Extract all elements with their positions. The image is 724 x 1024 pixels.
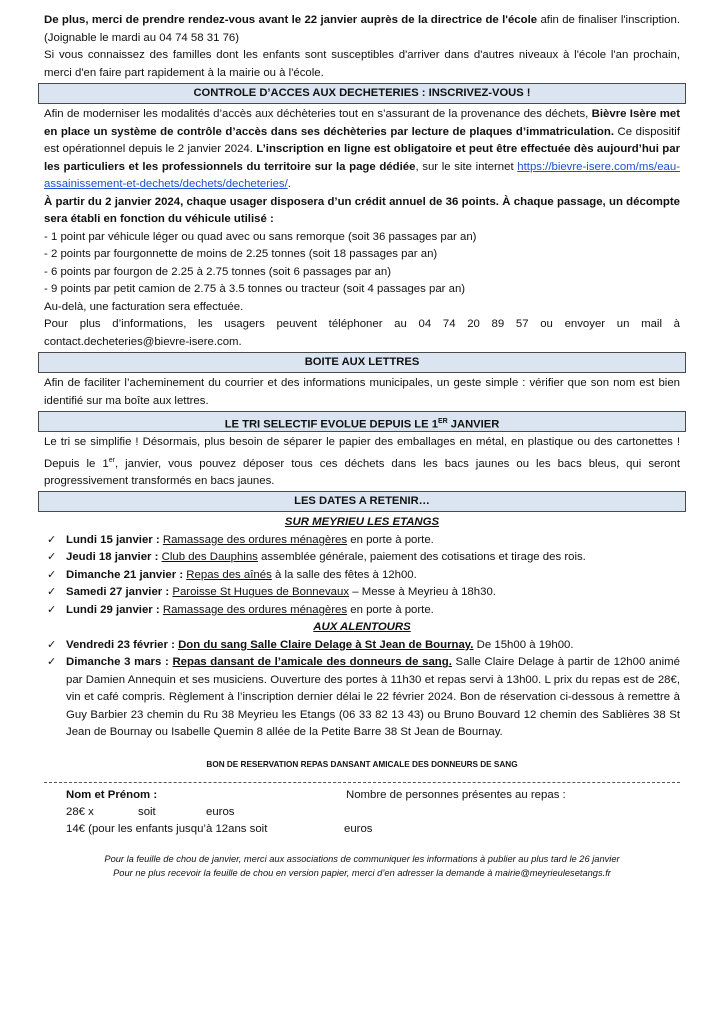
text: Ce dispositif est opérationnel depuis le 2 janvier 2024.	[44, 125, 680, 155]
event-date: Jeudi 18 janvier :	[66, 551, 162, 564]
event-date: Samedi 27 janvier :	[66, 586, 173, 599]
event-title: Ramassage des ordures ménagères	[162, 533, 348, 546]
sup-text: er	[108, 456, 115, 464]
header-text: JANVIER	[447, 418, 500, 431]
text: Le tri se simplifie ! Désormais, plus besoin de séparer le papier des emballages en métal, en plastique ou des cartonettes ! Depuis le 1	[44, 436, 680, 470]
points-item: - 2 points par fourgonnette de moins de 2.25 tonnes (soit 18 passages par an)	[44, 248, 438, 260]
header-text: LE TRI SELECTIF EVOLUE DEPUIS LE 1	[224, 418, 438, 431]
event-item	[44, 654, 680, 742]
decheteries-link[interactable]: https://bievre-isere.com/ms/eau-assainissement-et-dechets/dechets/decheteries/	[44, 160, 680, 190]
event-date: Lundi 15 janvier :	[66, 533, 163, 546]
section-header-tri	[38, 411, 686, 432]
text: , janvier, vous pouvez déposer tous ces déchets dans les bacs jaunes ou les bacs bleus, qui seront progressivement transformés en bacs jaunes.	[44, 457, 680, 487]
header-sup: ER	[437, 418, 448, 425]
form-row-names	[44, 787, 680, 804]
event-details: De 15h00 à 19h00.	[473, 638, 574, 651]
event-title: Ramassage des ordures ménagères	[162, 603, 348, 616]
event-item	[44, 567, 680, 585]
check-icon: ✓	[47, 656, 57, 669]
event-title: Repas dansant de l’amicale des donneurs de sang.	[172, 656, 452, 669]
child-euros-label: euros	[344, 823, 373, 836]
event-date: Dimanche 21 janvier :	[66, 568, 187, 581]
boite-paragraph: Afin de faciliter l’acheminement du courrier et des informations municipales, un geste simple : vérifier que son nom est bien identifié sur ma boîte aux lettres.	[44, 377, 680, 407]
points-item: - 9 points par petit camion de 2.75 à 3.5 tonnes ou tracteur (soit 4 passages par an)	[44, 283, 466, 295]
text: , sur le site internet	[415, 160, 518, 173]
people-label: Nombre de personnes présentes au repas :	[346, 789, 566, 802]
name-label: Nom et Prénom :	[66, 789, 158, 802]
decheteries-paragraph-3: Au-delà, une facturation sera effectuée.	[44, 300, 244, 313]
points-item: - 1 point par véhicule léger ou quad avec ou sans remorque (soit 36 passages par an)	[44, 230, 477, 243]
check-icon: ✓	[47, 568, 57, 581]
meyrieu-events	[44, 532, 680, 620]
event-date: Dimanche 3 mars :	[66, 656, 173, 669]
footer-line-1: Pour la feuille de chou de janvier, merci aux associations de communiquer les informations à publier au plus tard le 26 janvier	[104, 854, 620, 865]
event-title: Repas des aînés	[186, 568, 272, 581]
points-item: - 6 points par fourgon de 2.25 à 2.75 tonnes (soit 6 passages par an)	[44, 265, 392, 278]
event-date: Lundi 29 janvier :	[66, 603, 163, 616]
child-price-label: 14€ (pour les enfants jusqu’à 12ans soit	[66, 823, 268, 836]
meyrieu-title: SUR MEYRIEU LES ETANGS	[284, 516, 440, 529]
form-row-adult	[44, 804, 680, 821]
event-details: en porte à porte.	[347, 603, 434, 616]
event-details: à la salle des fêtes à 12h00.	[271, 568, 417, 581]
adult-euros-label: euros	[206, 806, 235, 819]
tri-paragraph	[44, 434, 680, 490]
decheteries-paragraph-2: À partir du 2 janvier 2024, chaque usager disposera d’un crédit annuel de 36 points. À chaque passage, un décompte sera établi en fonction du véhicule utilisé :	[44, 195, 680, 225]
decheteries-paragraph-4: Pour plus d’informations, les usagers peuvent téléphoner au 04 74 20 89 57 ou envoyer un mail à contact.decheteries@bievre-isere.com.	[44, 318, 680, 348]
event-item	[44, 637, 680, 655]
event-item	[44, 602, 680, 620]
event-details: assemblée générale, paiement des cotisations et tirage des rois.	[257, 551, 586, 564]
document-page	[44, 12, 680, 880]
footer	[44, 852, 680, 880]
event-title: Paroisse St Hugues de Bonnevaux	[172, 586, 350, 599]
check-icon: ✓	[47, 638, 57, 651]
intro-paragraph-2: Si vous connaissez des familles dont les enfants sont susceptibles d'arriver dans d'autres niveaux à l'école l'an prochain, merci d'en faire part rapidement à la mairie ou à l'école.	[44, 49, 680, 79]
intro-paragraph-1	[44, 12, 680, 47]
event-details: – Messe à Meyrieu à 18h30.	[349, 586, 496, 599]
reservation-form	[44, 756, 680, 839]
event-item	[44, 549, 680, 567]
intro-text: afin de finaliser l'inscription. (Joignable le mardi au 04 74 58 31 76)	[44, 14, 680, 44]
text: .	[287, 178, 291, 190]
alentours-title: AUX ALENTOURS	[313, 621, 411, 634]
intro-bold-text: De plus, merci de prendre rendez-vous avant le 22 janvier auprès de la directrice de l'école	[44, 14, 538, 26]
bold-text: Bièvre Isère met en place un système de contrôle d’accès dans ses déchèteries par lecture de plaques d’immatriculation.	[44, 108, 680, 138]
event-title: Don du sang Salle Claire Delage à St Jean de Bournay.	[178, 638, 474, 651]
alentours-events	[44, 637, 680, 742]
section-header-boite: BOITE AUX LETTRES	[38, 352, 686, 373]
footer-line-2: Pour ne plus recevoir la feuille de chou en version papier, merci d’en adresser la demande à mairie@meyrieulesetangs.fr	[113, 868, 611, 879]
form-row-child	[44, 821, 680, 838]
event-date: Vendredi 23 février :	[66, 638, 179, 651]
check-icon: ✓	[47, 551, 57, 564]
section-header-decheteries: CONTROLE D’ACCES AUX DECHETERIES : INSCRIVEZ-VOUS !	[38, 83, 686, 104]
text: Afin de moderniser les modalités d’accès aux déchèteries tout en s’assurant de la provenance des déchets,	[44, 108, 592, 120]
event-details: en porte à porte.	[347, 533, 434, 546]
section-header-dates: LES DATES A RETENIR…	[38, 491, 686, 512]
adult-soit-label: soit	[138, 806, 156, 819]
event-title: Club des Dauphins	[161, 551, 258, 564]
adult-price-label: 28€ x	[66, 806, 94, 819]
form-title: BON DE RESERVATION REPAS DANSANT AMICALE DES DONNEURS DE SANG	[206, 759, 518, 769]
dashed-divider	[44, 782, 680, 783]
check-icon: ✓	[47, 603, 57, 616]
check-icon: ✓	[47, 533, 57, 546]
check-icon: ✓	[47, 586, 57, 599]
event-details: Salle Claire Delage à partir de 12h00 animé par Damien Annequin et ses musiciens. Ouverture des portes à 11h30 et repas servi à 13h00. L prix du repas est de 28€, vin et café compris. Règlement à l’inscription dernier délai le 22 février 2024. Bon de réservation ci-dessous à remettre à Guy Barbier 23 chemin du Ru 38 Meyrieu les Etangs (06 33 82 13 43) ou Bruno Bouvard 12 chemin des Sablières 38 St Jean de Bournay ou Isabelle Quemin 8 allée de la Petite Barre 38 St Jean de Bournay.	[66, 656, 680, 739]
event-item	[44, 532, 680, 550]
bold-text: L’inscription en ligne est obligatoire et peut être effectuée dès aujourd’hui par les particuliers et les professionnels du territoire sur la page dédiée	[44, 143, 681, 173]
decheteries-paragraph-1	[44, 106, 680, 194]
event-item	[44, 584, 680, 602]
